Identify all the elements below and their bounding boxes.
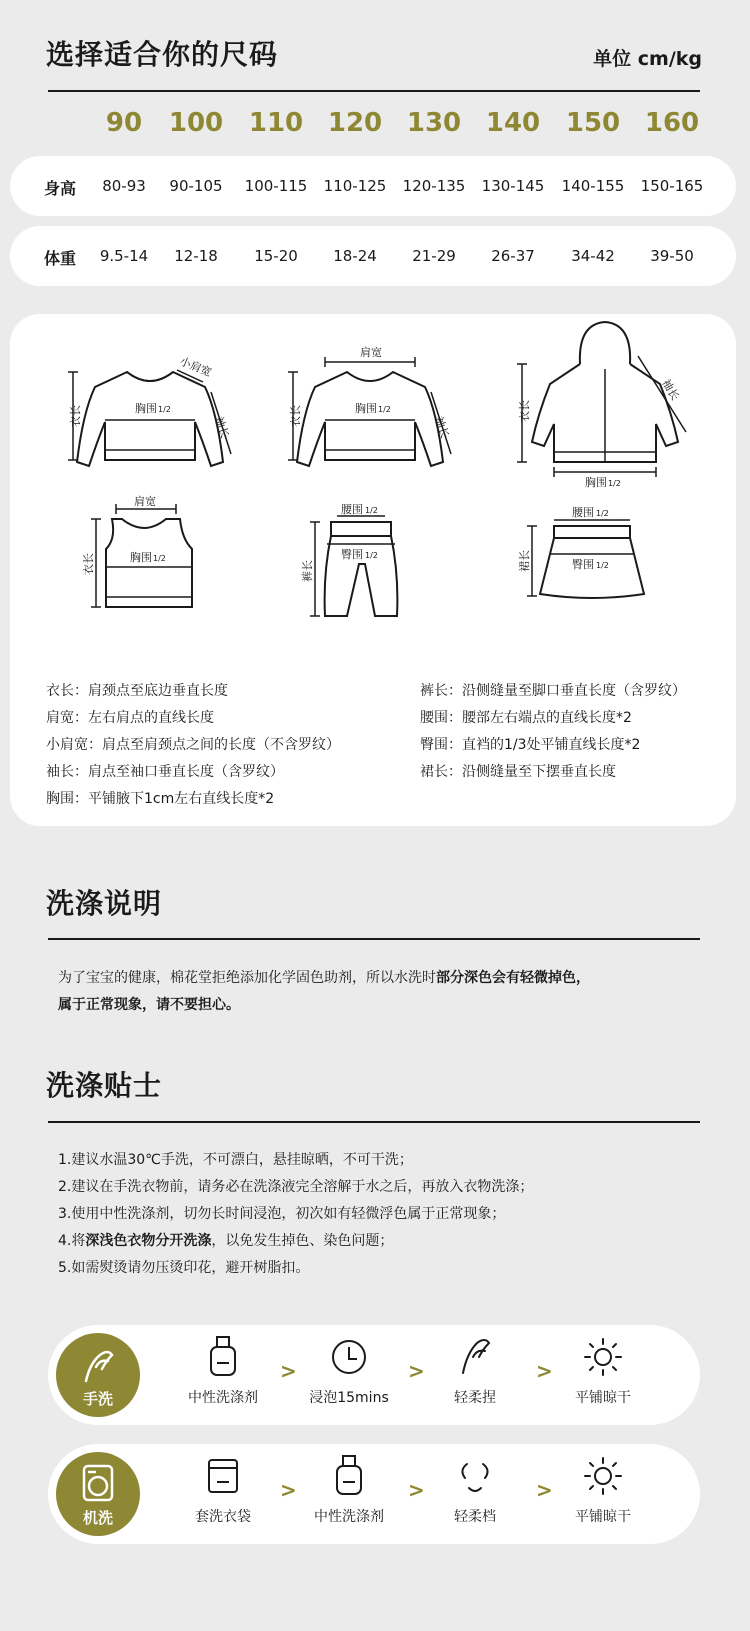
wash-notice-normal: 为了宝宝的健康，棉花堂拒绝添加化学固色助剂，所以水洗时 [58, 970, 436, 986]
hand-squeeze-icon [455, 1333, 495, 1377]
size-label: 100 [168, 108, 224, 138]
step-arrow: > [536, 1359, 553, 1383]
definitions-left [46, 678, 340, 813]
body-length-label: 衣长 [518, 400, 531, 422]
detergent-bottle-icon [329, 1452, 369, 1496]
vest-diagram [82, 495, 222, 624]
unit-label: 单位 cm/kg [593, 48, 702, 70]
pants-diagram [301, 503, 425, 629]
hip-label: 臀围 [572, 558, 594, 571]
wash-tips-divider [48, 1121, 700, 1123]
step-label: 中性洗涤剂 [314, 1509, 384, 1525]
size-header-row [90, 108, 710, 148]
wash-notice-bold-1: 部分深色会有轻微掉色， [436, 970, 590, 986]
step-label: 平铺晾干 [575, 1390, 631, 1406]
half-label: 1/2 [153, 554, 166, 563]
step-gentle-cycle [420, 1452, 530, 1526]
hip-label: 臀围 [341, 548, 363, 561]
definition-item: 小肩宽：肩点至肩颈点之间的长度（不含罗纹） [46, 737, 340, 753]
half-label: 1/2 [378, 405, 391, 414]
laundry-bag-icon [203, 1452, 243, 1496]
shoulder-label: 肩宽 [360, 346, 382, 359]
size-section-title: 选择适合你的尺码 [46, 38, 279, 71]
pants-length-label: 裤长 [301, 560, 314, 582]
size-label: 90 [105, 108, 143, 138]
step-laundry-bag [168, 1452, 278, 1526]
size-label: 130 [406, 108, 462, 138]
tip-item: 1.建议水温30℃手洗，不可漂白，悬挂晾晒，不可干洗； [58, 1152, 413, 1168]
step-arrow: > [408, 1359, 425, 1383]
tip-item [58, 1228, 533, 1255]
wash-notice-divider [48, 938, 700, 940]
hand-wash-badge [56, 1333, 140, 1417]
hand-wash-label: 手洗 [82, 1390, 113, 1408]
gentle-cycle-icon [455, 1452, 495, 1496]
definition-item: 肩宽：左右肩点的直线长度 [46, 710, 214, 726]
height-value: 90-105 [169, 177, 223, 195]
tip-4-bold: 深浅色衣物分开洗涤 [85, 1233, 212, 1249]
size-label: 150 [565, 108, 621, 138]
height-value: 150-165 [640, 177, 704, 195]
half-label: 1/2 [158, 405, 171, 414]
body-length-label: 衣长 [69, 405, 82, 427]
machine-wash-row [48, 1444, 700, 1544]
step-arrow: > [280, 1359, 297, 1383]
machine-wash-badge [56, 1452, 140, 1536]
hand-icon [56, 1333, 140, 1393]
step-label: 中性洗涤剂 [188, 1390, 258, 1406]
weight-value: 9.5-14 [99, 247, 149, 265]
definition-item: 腰围：腰部左右端点的直线长度*2 [420, 710, 632, 726]
weight-value: 21-29 [412, 247, 456, 265]
sweatshirt-diagram-1 [65, 342, 245, 492]
skirt-diagram [520, 506, 660, 611]
weight-value: 12-18 [174, 247, 218, 265]
tip-item: 2.建议在手洗衣物前，请务必在洗涤液完全溶解于水之后，再放入衣物洗涤； [58, 1179, 534, 1195]
half-label: 1/2 [365, 506, 378, 515]
chest-label: 胸围 [585, 476, 607, 489]
measurement-card [10, 314, 736, 826]
weight-value: 15-20 [254, 247, 298, 265]
definition-item: 裤长：沿侧缝量至脚口垂直长度（含罗纹） [420, 683, 686, 699]
title-divider [48, 90, 700, 92]
chest-label: 胸围 [130, 551, 152, 564]
wash-tips-list [58, 1147, 533, 1282]
skirt-length-label: 裙长 [518, 550, 531, 572]
sleeve-label: 袖长 [432, 414, 452, 440]
step-label: 轻柔捏 [454, 1390, 496, 1406]
tip-4-end: ，以免发生掉色、染色问题； [211, 1233, 394, 1249]
sleeve-label: 袖长 [212, 414, 232, 440]
step-label: 浸泡15mins [309, 1390, 389, 1406]
chest-label: 胸围 [135, 402, 157, 415]
definition-item: 胸围：平铺腋下1cm左右直线长度*2 [46, 791, 275, 807]
chest-label: 胸围 [355, 402, 377, 415]
step-arrow: > [408, 1478, 425, 1502]
weight-value: 39-50 [650, 247, 694, 265]
sleeve-label: 袖长 [659, 377, 682, 403]
step-label: 平铺晾干 [575, 1509, 631, 1525]
height-row [10, 156, 736, 216]
step-dry-flat [548, 1452, 658, 1526]
height-value: 110-125 [323, 177, 387, 195]
weight-value: 26-37 [491, 247, 535, 265]
weight-row [10, 226, 736, 286]
height-label: 身高 [44, 179, 77, 198]
hoodie-diagram [510, 314, 700, 489]
step-label: 轻柔档 [454, 1509, 496, 1525]
step-arrow: > [280, 1478, 297, 1502]
tip-4-start: 4.将 [58, 1233, 86, 1249]
step-dry-flat [548, 1333, 658, 1407]
washing-machine-icon [56, 1452, 140, 1512]
size-label: 140 [485, 108, 541, 138]
size-label: 120 [327, 108, 383, 138]
shoulder-label: 肩宽 [134, 495, 156, 508]
half-label: 1/2 [365, 551, 378, 560]
height-value: 120-135 [402, 177, 466, 195]
step-label: 套洗衣袋 [195, 1509, 251, 1525]
height-value: 130-145 [481, 177, 545, 195]
sun-icon [583, 1452, 623, 1496]
tip-item: 5.如需熨烫请勿压烫印花，避开树脂扣。 [58, 1260, 310, 1276]
weight-value: 34-42 [571, 247, 615, 265]
half-label: 1/2 [596, 509, 609, 518]
waist-label: 腰围 [341, 503, 363, 516]
clock-icon [329, 1333, 369, 1377]
definitions-right [420, 678, 686, 786]
tip-item: 3.使用中性洗涤剂，切勿长时间浸泡，初次如有轻微浮色属于正常现象； [58, 1206, 506, 1222]
wash-tips-title: 洗涤贴士 [46, 1069, 163, 1102]
size-label: 110 [248, 108, 304, 138]
small-shoulder-label: 小肩宽 [177, 354, 214, 380]
hand-wash-row [48, 1325, 700, 1425]
sweatshirt-diagram-2 [285, 342, 465, 492]
step-gentle-squeeze [420, 1333, 530, 1407]
height-value: 100-115 [244, 177, 308, 195]
half-label: 1/2 [596, 561, 609, 570]
sun-icon [583, 1333, 623, 1377]
step-detergent [294, 1452, 404, 1526]
wash-notice-text [58, 965, 590, 1019]
step-soak [294, 1333, 404, 1407]
half-label: 1/2 [608, 479, 621, 488]
step-detergent [168, 1333, 278, 1407]
weight-value: 18-24 [333, 247, 377, 265]
definition-item: 衣长：肩颈点至底边垂直长度 [46, 683, 228, 699]
detergent-bottle-icon [203, 1333, 243, 1377]
waist-label: 腰围 [572, 506, 594, 519]
machine-wash-label: 机洗 [82, 1509, 113, 1527]
height-value: 140-155 [561, 177, 625, 195]
wash-notice-title: 洗涤说明 [46, 887, 163, 920]
body-length-label: 衣长 [82, 553, 95, 575]
definition-item: 裙长：沿侧缝量至下摆垂直长度 [420, 764, 616, 780]
body-length-label: 衣长 [289, 405, 302, 427]
size-label: 160 [644, 108, 700, 138]
definition-item: 臀围：直裆的1/3处平铺直线长度*2 [420, 737, 641, 753]
weight-label: 体重 [44, 249, 77, 268]
height-value: 80-93 [102, 177, 146, 195]
step-arrow: > [536, 1478, 553, 1502]
wash-notice-bold-2: 属于正常现象，请不要担心。 [58, 997, 240, 1013]
definition-item: 袖长：肩点至袖口垂直长度（含罗纹） [46, 764, 284, 780]
